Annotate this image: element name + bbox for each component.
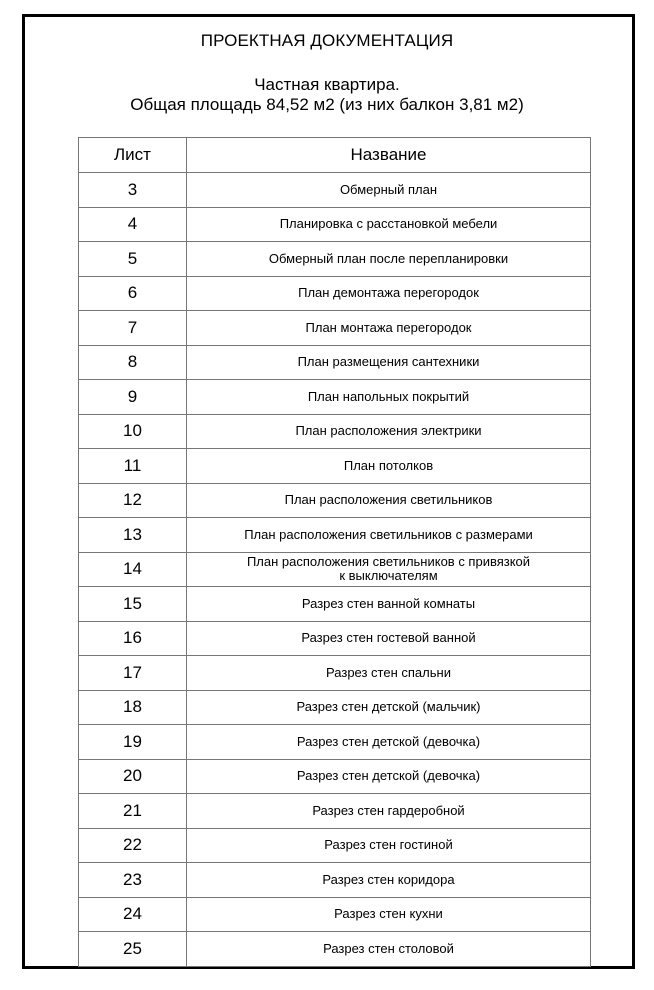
sheet-name-text: Разрез стен спальни <box>326 664 451 680</box>
sheet-name-text: План расположения электрики <box>295 423 482 439</box>
sheet-number: 11 <box>79 449 187 484</box>
sheet-number: 16 <box>79 621 187 656</box>
table-row <box>79 552 591 587</box>
sheet-name <box>187 621 591 656</box>
document-subtitle-line2: Общая площадь 84,52 м2 (из них балкон 3,81 м2) <box>130 95 524 114</box>
sheet-name-text: План потолков <box>343 457 434 473</box>
table-row <box>79 207 591 242</box>
sheet-name <box>187 311 591 346</box>
sheet-number: 12 <box>79 483 187 518</box>
sheet-number: 19 <box>79 725 187 760</box>
sheet-name-text-line2: к выключателям <box>339 568 438 584</box>
sheet-name <box>187 932 591 967</box>
sheet-name-text: План монтажа перегородок <box>305 319 472 335</box>
sheet-name-text: План расположения светильников с привязкой <box>246 554 531 570</box>
table-row <box>79 518 591 553</box>
sheet-name <box>187 552 591 587</box>
table-row <box>79 173 591 208</box>
sheet-number: 20 <box>79 759 187 794</box>
document-subtitle-line1: Частная квартира. <box>254 75 400 94</box>
sheet-number: 5 <box>79 242 187 277</box>
sheet-number: 18 <box>79 690 187 725</box>
sheet-name <box>187 207 591 242</box>
sheet-name-text: Разрез стен кухни <box>334 906 443 922</box>
sheet-name-text: Разрез стен ванной комнаты <box>301 595 476 611</box>
sheet-number: 13 <box>79 518 187 553</box>
sheet-number: 3 <box>79 173 187 208</box>
sheet-number: 4 <box>79 207 187 242</box>
sheet-number: 25 <box>79 932 187 967</box>
table-row <box>79 759 591 794</box>
sheet-name-text: План напольных покрытий <box>307 388 470 404</box>
header-name: Название <box>187 138 591 173</box>
sheet-name-text: Разрез стен гостиной <box>324 837 453 853</box>
sheet-name-text: Разрез стен детской (девочка) <box>296 768 481 784</box>
sheet-name <box>187 725 591 760</box>
sheet-number: 9 <box>79 380 187 415</box>
sheet-number: 24 <box>79 897 187 932</box>
table-row <box>79 690 591 725</box>
sheet-name <box>187 242 591 277</box>
table-row <box>79 725 591 760</box>
sheet-list-table <box>78 137 591 967</box>
table-row <box>79 828 591 863</box>
sheet-number: 14 <box>79 552 187 587</box>
sheet-name <box>187 897 591 932</box>
table-row <box>79 311 591 346</box>
sheet-name <box>187 276 591 311</box>
table-row <box>79 414 591 449</box>
sheet-name-text: Обмерный план <box>339 181 438 197</box>
table-row <box>79 932 591 967</box>
sheet-name <box>187 380 591 415</box>
table-row <box>79 242 591 277</box>
sheet-number: 7 <box>79 311 187 346</box>
table-row <box>79 449 591 484</box>
sheet-name <box>187 173 591 208</box>
sheet-name-text: Разрез стен гардеробной <box>312 802 465 818</box>
sheet-number: 10 <box>79 414 187 449</box>
table-row <box>79 621 591 656</box>
table-row <box>79 345 591 380</box>
table-row <box>79 483 591 518</box>
sheet-name-text: Обмерный план после перепланировки <box>268 250 509 266</box>
table-row <box>79 380 591 415</box>
sheet-name <box>187 794 591 829</box>
header-sheet: Лист <box>79 138 187 173</box>
sheet-name <box>187 863 591 898</box>
sheet-name <box>187 690 591 725</box>
sheet-number: 23 <box>79 863 187 898</box>
sheet-name-text: Разрез стен коридора <box>322 871 455 887</box>
sheet-number: 17 <box>79 656 187 691</box>
table-row <box>79 276 591 311</box>
sheet-name-text: Разрез стен детской (мальчик) <box>296 699 481 715</box>
sheet-name <box>187 828 591 863</box>
sheet-name <box>187 414 591 449</box>
sheet-number: 15 <box>79 587 187 622</box>
table-row <box>79 863 591 898</box>
sheet-name <box>187 759 591 794</box>
sheet-name <box>187 656 591 691</box>
sheet-number: 8 <box>79 345 187 380</box>
table-row <box>79 656 591 691</box>
sheet-name <box>187 587 591 622</box>
sheet-name <box>187 449 591 484</box>
sheet-name-text: Разрез стен детской (девочка) <box>296 733 481 749</box>
sheet-name-text: Планировка с расстановкой мебели <box>279 216 498 232</box>
sheet-name-text: План демонтажа перегородок <box>298 285 479 301</box>
sheet-number: 21 <box>79 794 187 829</box>
document-title: ПРОЕКТНАЯ ДОКУМЕНТАЦИЯ <box>200 31 454 50</box>
sheet-name-text: Разрез стен гостевой ванной <box>301 630 476 646</box>
sheet-name-text: План размещения сантехники <box>297 354 480 370</box>
sheet-name-text: План расположения светильников с размерами <box>244 526 533 542</box>
sheet-number: 6 <box>79 276 187 311</box>
sheet-name <box>187 518 591 553</box>
table-row <box>79 897 591 932</box>
sheet-name <box>187 345 591 380</box>
table-header-row <box>79 138 591 173</box>
table-row <box>79 587 591 622</box>
table-row <box>79 794 591 829</box>
sheet-name <box>187 483 591 518</box>
sheet-number: 22 <box>79 828 187 863</box>
sheet-name-text: Разрез стен столовой <box>323 940 454 956</box>
sheet-name-text: План расположения светильников <box>284 492 493 508</box>
